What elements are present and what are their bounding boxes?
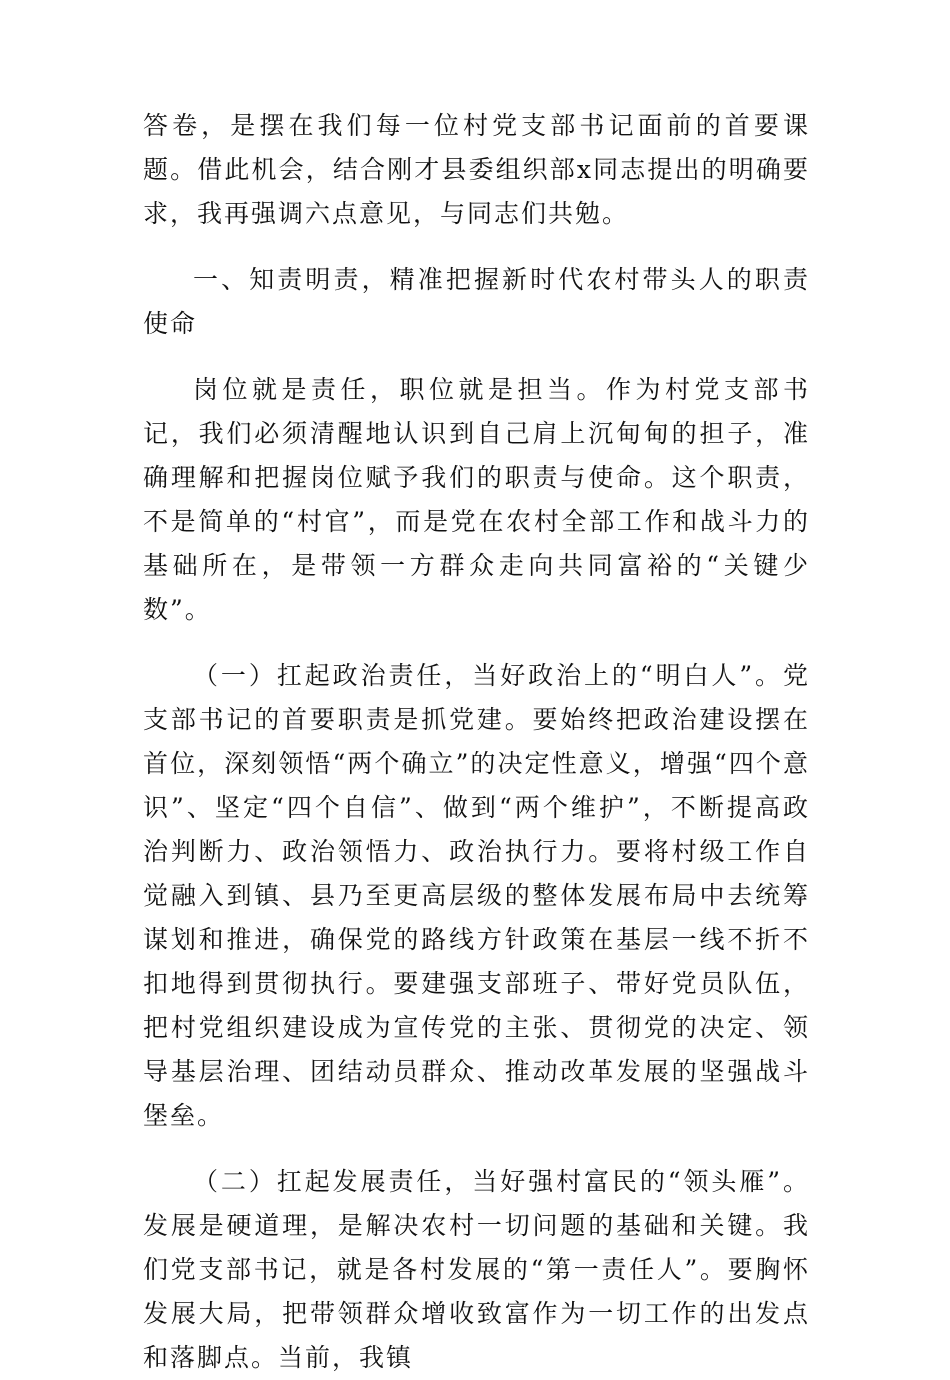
document-body	[143, 104, 810, 1380]
paragraph-intro: 岗位就是责任，职位就是担当。作为村党支部书记，我们必须清醒地认识到自己肩上沉甸甸的担子，准确理解和把握岗位赋予我们的职责与使命。这个职责，不是简单的“村官”，而是党在农村全部工作和战斗力的基础所在，是带领一方群众走向共同富裕的“关键少数”。	[143, 375, 810, 624]
section-heading: 一、知责明责，精准把握新时代农村带头人的职责使命	[143, 265, 810, 338]
paragraph-political-responsibility: （一）扛起政治责任，当好政治上的“明白人”。党支部书记的首要职责是抓党建。要始终把政治建设摆在首位，深刻领悟“两个确立”的决定性意义，增强“四个意识”、坚定“四个自信”、做到“两个维护”，不断提高政治判断力、政治领悟力、政治执行力。要将村级工作自觉融入到镇、县乃至更高层级的整体发展布局中去统筹谋划和推进，确保党的路线方针政策在基层一线不折不扣地得到贯彻执行。要建强支部班子、带好党员队伍，把村党组织建设成为宣传党的主张、贯彻党的决定、领导基层治理、团结动员群众、推动改革发展的坚强战斗堡垒。	[143, 661, 810, 1130]
paragraph-continuation: 答卷，是摆在我们每一位村党支部书记面前的首要课题。借此机会，结合刚才县委组织部x同志提出的明确要求，我再强调六点意见，与同志们共勉。	[143, 111, 810, 228]
paragraph-development-responsibility: （二）扛起发展责任，当好强村富民的“领头雁”。发展是硬道理，是解决农村一切问题的基础和关键。我们党支部书记，就是各村发展的“第一责任人”。要胸怀发展大局，把带领群众增收致富作为一切工作的出发点和落脚点。当前，我镇	[143, 1167, 810, 1372]
